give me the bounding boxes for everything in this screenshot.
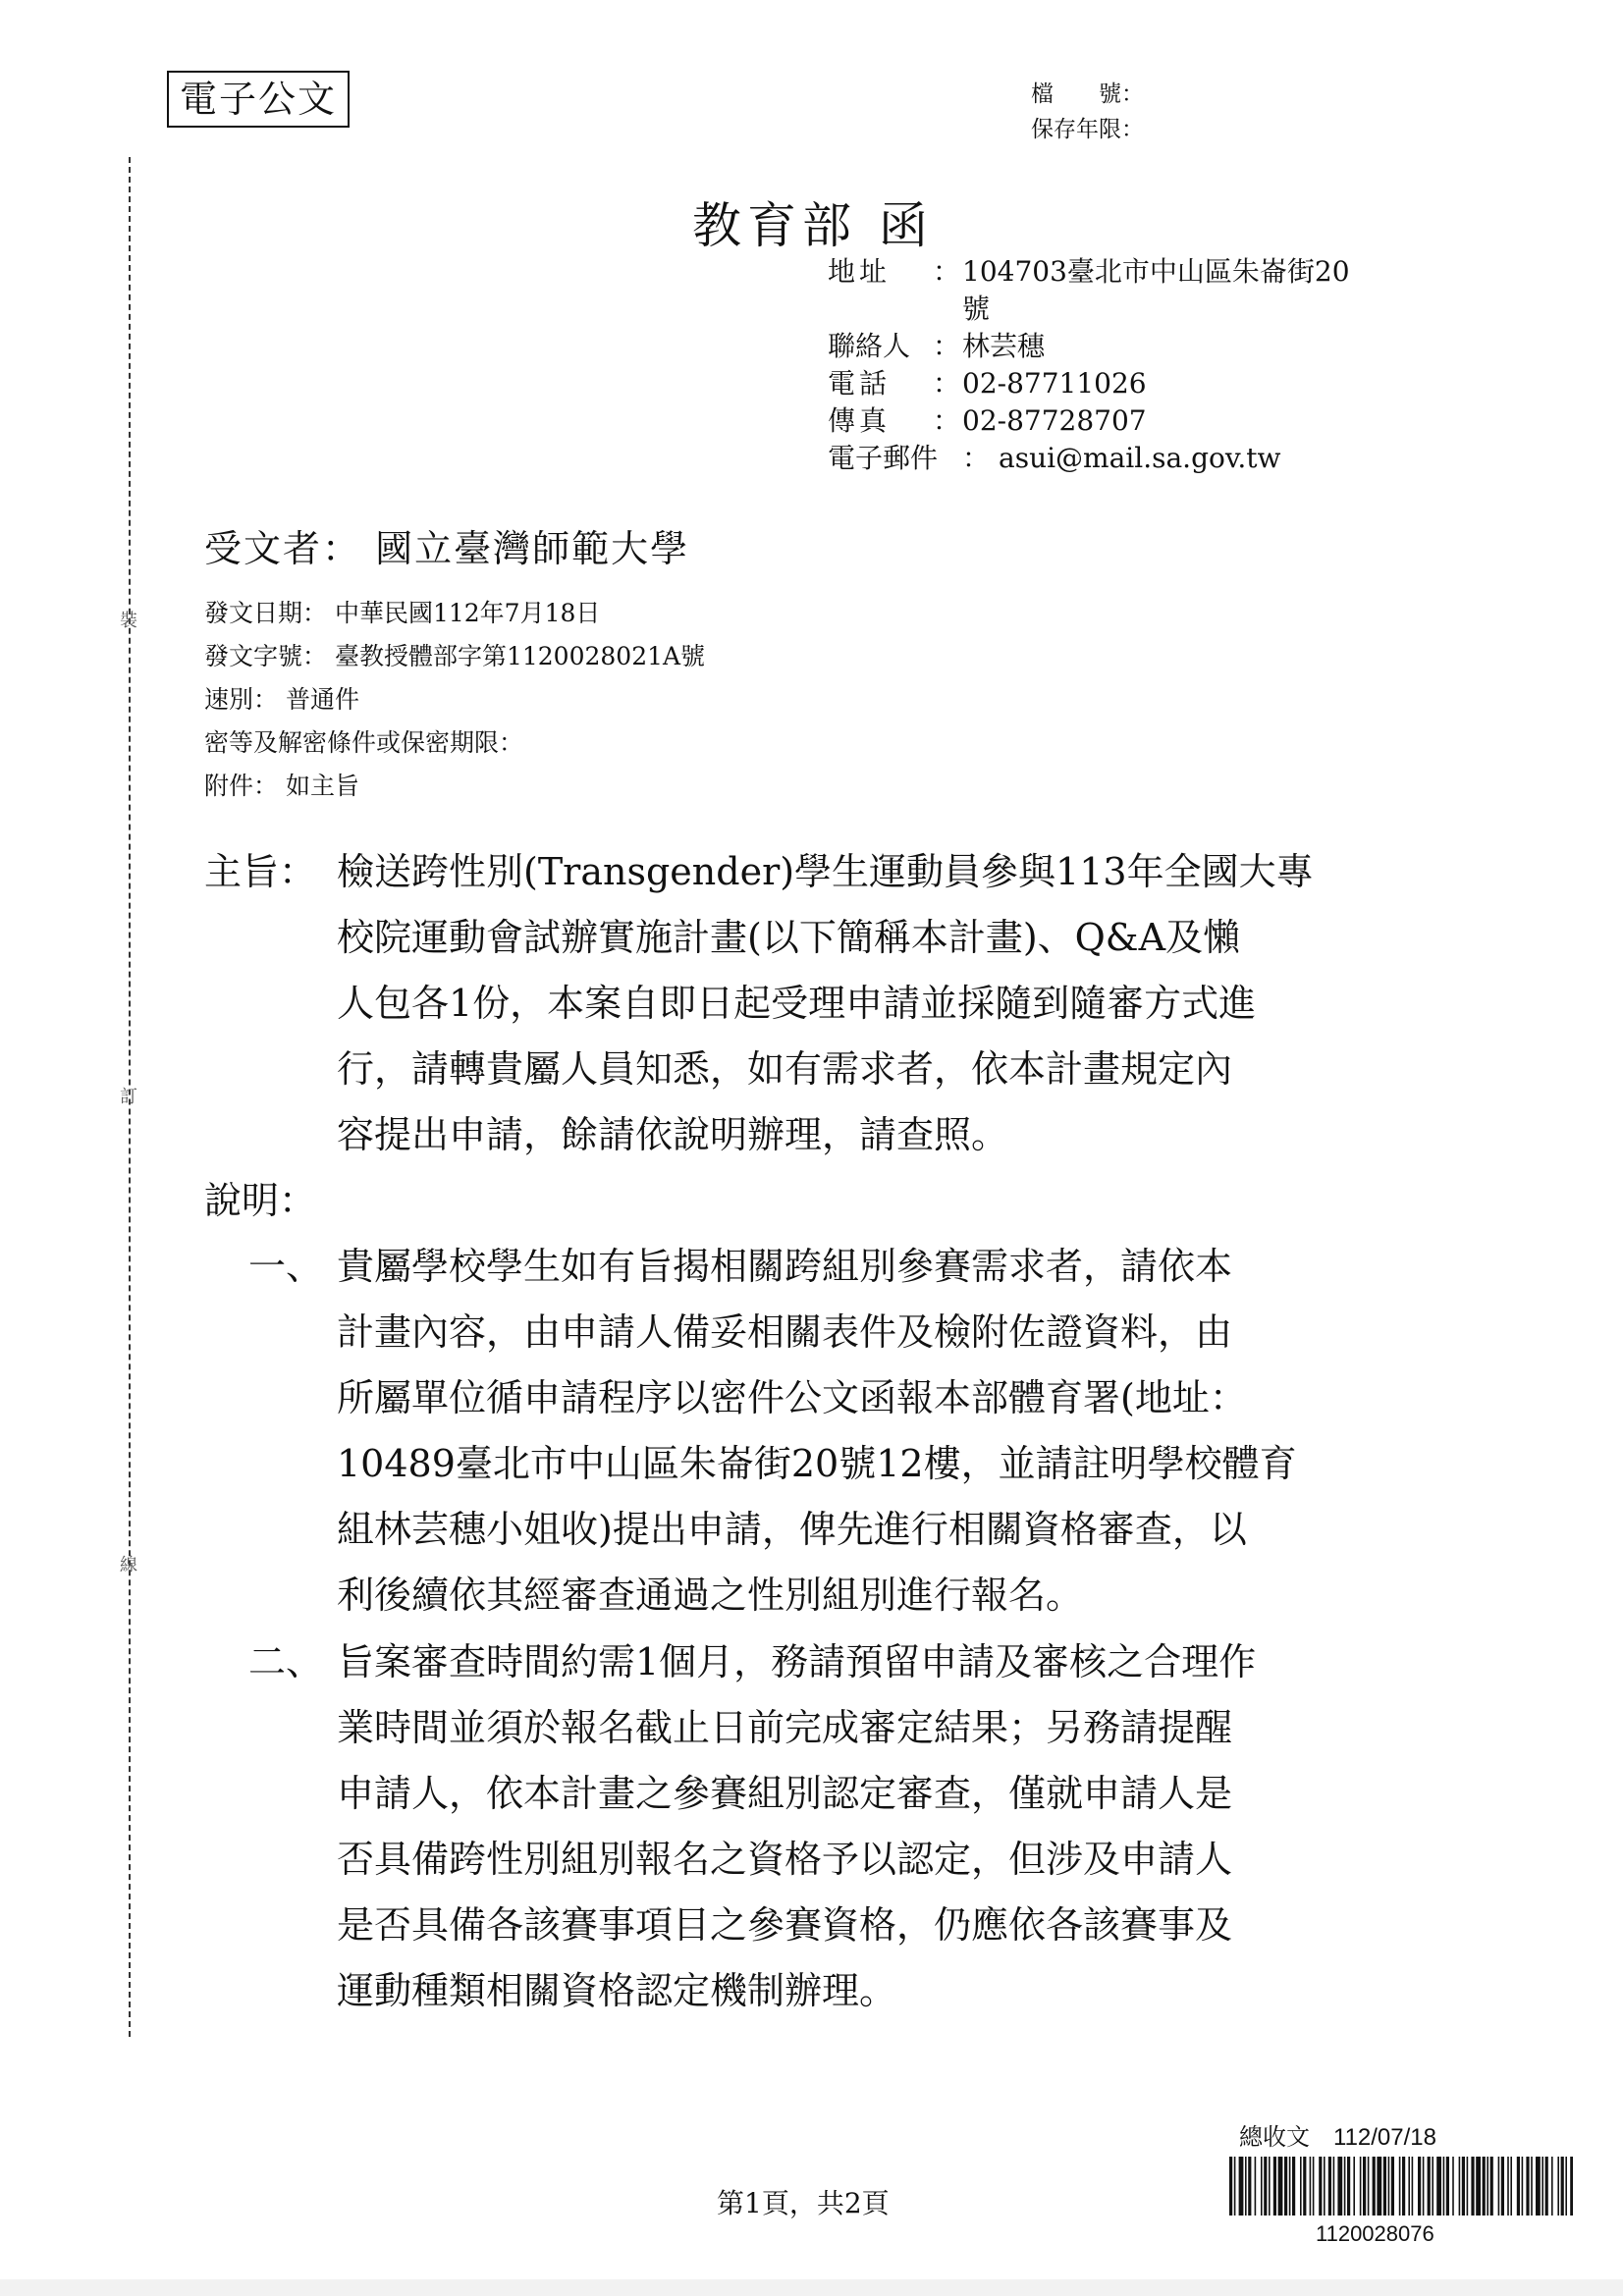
phone-label: 電話	[828, 367, 892, 400]
barcode	[1229, 2157, 1573, 2216]
document-meta	[204, 592, 705, 808]
address-value-2: 號	[962, 293, 991, 325]
contact-block	[828, 253, 1350, 477]
file-info	[1031, 77, 1144, 147]
secrecy-level: 密等及解密條件或保密期限：	[204, 728, 524, 757]
email-row: 電子郵件 ： asui@mail.sa.gov.tw	[828, 440, 1350, 477]
subject-line: 行，請轉貴屬人員知悉，如有需求者，依本計畫規定內	[337, 1047, 1233, 1091]
item-line: 是否具備各該賽事項目之參賽資格，仍應依各該賽事及	[337, 1903, 1233, 1947]
address-label: 地址	[828, 255, 892, 288]
item-line: 運動種類相關資格認定機制辦理。	[337, 1969, 897, 2012]
subject-line: 檢送跨性別(Transgender)學生運動員參與113年全國大專	[337, 850, 1314, 893]
file-number-label: 檔 號：	[1031, 81, 1144, 107]
email-label: 電子郵件	[828, 442, 939, 474]
subject-text	[337, 839, 1417, 1168]
explanation-label: 說明：	[204, 1179, 317, 1222]
item-line: 否具備跨性別組別報名之資格予以認定，但涉及申請人	[337, 1838, 1233, 1881]
contact-person-row: 聯絡人 ： 林芸穗	[828, 328, 1350, 365]
subject-label: 主旨：	[204, 850, 317, 893]
e-doc-label: 電子公文	[167, 71, 350, 128]
item-line: 旨案審查時間約需1個月，務請預留申請及審核之合理作	[337, 1640, 1257, 1683]
address-row-2	[828, 291, 1350, 328]
item-number: 一、	[248, 1245, 324, 1288]
delivery-speed: 速別： 普通件	[204, 685, 359, 714]
subject-line: 人包各1份，本案自即日起受理申請並採隨到隨審方式進	[337, 982, 1257, 1025]
address-row: 地址 ： 104703臺北市中山區朱崙街20	[828, 253, 1350, 291]
retention-period-label: 保存年限：	[1031, 117, 1144, 142]
page-edge	[0, 2279, 1623, 2296]
item-line: 所屬單位循申請程序以密件公文函報本部體育署(地址：	[337, 1376, 1247, 1419]
subject-line: 容提出申請，餘請依說明辦理，請查照。	[337, 1113, 1009, 1156]
item-number: 二、	[248, 1640, 324, 1683]
issue-date: 發文日期： 中華民國112年7月18日	[204, 599, 601, 627]
fax-value: 02-87728707	[962, 404, 1147, 437]
item-line: 10489臺北市中山區朱崙街20號12樓，並請註明學校體育	[337, 1442, 1297, 1485]
phone-value: 02-87711026	[962, 367, 1147, 400]
explanation-item-1	[337, 1234, 1417, 1629]
fax-label: 傳真	[828, 404, 892, 437]
contact-person-value: 林芸穗	[962, 330, 1046, 362]
contact-person-label: 聯絡人	[828, 330, 911, 362]
binding-char-zhuang: 裝	[120, 611, 137, 631]
attachments: 附件： 如主旨	[204, 772, 359, 800]
item-line: 業時間並須於報名截止日前完成審定結果；另務請提醒	[337, 1706, 1233, 1749]
item-line: 計畫內容，由申請人備妥相關表件及檢附佐證資料，由	[337, 1310, 1233, 1354]
email-value: asui@mail.sa.gov.tw	[999, 442, 1281, 474]
explanation-item-2	[337, 1629, 1417, 2024]
address-value: 104703臺北市中山區朱崙街20	[962, 255, 1350, 288]
recipient	[204, 518, 689, 572]
phone-row: 電話 ： 02-87711026	[828, 365, 1350, 402]
binding-char-xian: 線	[120, 1555, 137, 1575]
item-line: 利後續依其經審查通過之性別組別進行報名。	[337, 1574, 1084, 1617]
recipient-label: 受文者：	[204, 527, 362, 570]
item-line: 貴屬學校學生如有旨揭相關跨組別參賽需求者，請依本	[337, 1245, 1233, 1288]
fax-row: 傳真 ： 02-87728707	[828, 402, 1350, 440]
binding-char-ding: 訂	[120, 1087, 137, 1107]
item-line: 組林芸穗小姐收)提出申請，俾先進行相關資格審查，以	[337, 1508, 1247, 1551]
document-number: 發文字號： 臺教授體部字第1120028021A號	[204, 642, 706, 670]
subject-line: 校院運動會試辦實施計畫(以下簡稱本計畫)、Q&A及懶	[337, 916, 1241, 959]
page-number: 第1頁，共2頁	[717, 2187, 890, 2219]
recipient-name: 國立臺灣師範大學	[375, 527, 690, 570]
receipt-stamp-label: 總收文 112/07/18	[1239, 2124, 1436, 2151]
barcode-number: 1120028076	[1316, 2221, 1434, 2246]
item-line: 申請人，依本計畫之參賽組別認定審查，僅就申請人是	[337, 1772, 1233, 1815]
document-title: 教育部 函	[692, 197, 934, 254]
